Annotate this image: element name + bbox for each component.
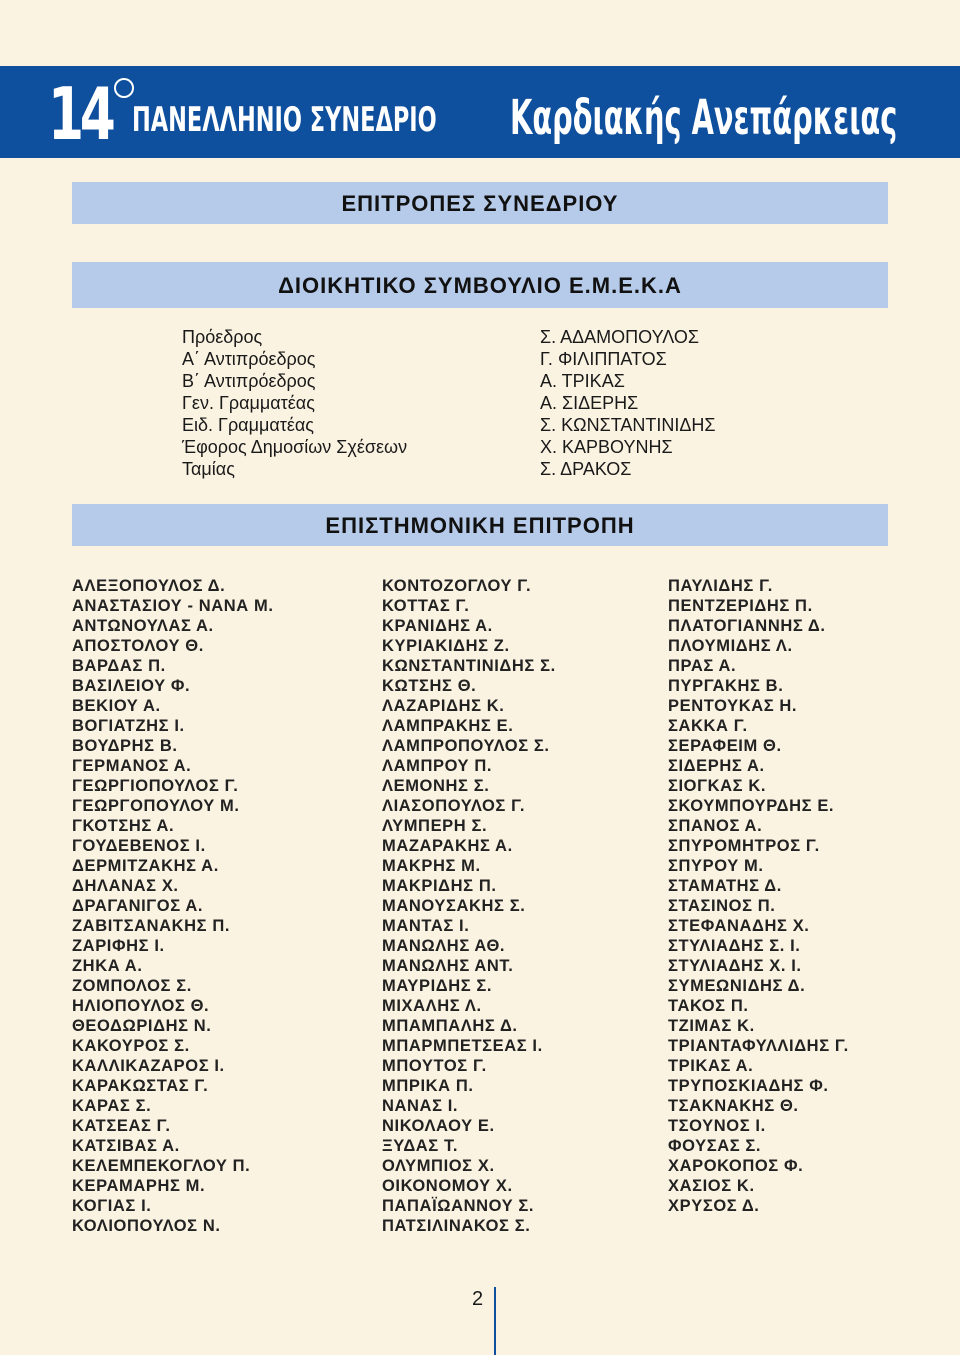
committee-member: ΚΡΑΝΙΔΗΣ Α.: [382, 617, 493, 635]
board-member: Σ. ΚΩΝΣΤΑΝΤΙΝΙΔΗΣ: [540, 415, 716, 435]
committee-member: ΚΟΛΙΟΠΟΥΛΟΣ Ν.: [72, 1217, 221, 1235]
committee-member: ΜΑΝΤΑΣ Ι.: [382, 917, 470, 935]
committee-member: ΗΛΙΟΠΟΥΛΟΣ Θ.: [72, 997, 210, 1015]
committee-member: ΣΚΟΥΜΠΟΥΡΔΗΣ Ε.: [668, 797, 835, 815]
committee-member: ΤΑΚΟΣ Π.: [668, 997, 749, 1015]
committee-member: ΣΤΥΛΙΑΔΗΣ Σ. Ι.: [668, 937, 801, 955]
committee-member: ΖΑΡΙΦΗΣ Ι.: [72, 937, 165, 955]
committee-member: ΟΛΥΜΠΙΟΣ Χ.: [382, 1157, 495, 1175]
committee-member: ΡΕΝΤΟΥΚΑΣ Η.: [668, 697, 798, 715]
committee-member: ΚΩΤΣΗΣ Θ.: [382, 677, 477, 695]
committee-member: ΒΕΚΙΟΥ Α.: [72, 697, 161, 715]
committee-member: ΒΟΓΙΑΤΖΗΣ Ι.: [72, 717, 185, 735]
committee-member: ΛΕΜΟΝΗΣ Σ.: [382, 777, 490, 795]
committee-member: ΧΑΣΙΟΣ Κ.: [668, 1177, 755, 1195]
committee-member: ΠΡΑΣ Α.: [668, 657, 737, 675]
board-role: Β΄ Αντιπρόεδρος: [182, 371, 316, 391]
page-rule: [494, 1287, 496, 1355]
ordinal-circle-icon: [114, 78, 134, 98]
committee-member: ΛΙΑΣΟΠΟΥΛΟΣ Γ.: [382, 797, 526, 815]
committee-member: ΟΙΚΟΝΟΜΟΥ Χ.: [382, 1177, 513, 1195]
committee-member: ΚΟΓΙΑΣ Ι.: [72, 1197, 152, 1215]
scientific-column-3: [668, 576, 849, 1216]
committee-member: ΚΟΝΤΟΖΟΓΛΟΥ Γ.: [382, 577, 532, 595]
committee-member: ΚΕΡΑΜΑΡΗΣ Μ.: [72, 1177, 206, 1195]
board-member: Χ. ΚΑΡΒΟΥΝΗΣ: [540, 437, 673, 457]
committee-member: ΜΑΥΡΙΔΗΣ Σ.: [382, 977, 493, 995]
committee-member: ΣΤΑΣΙΝΟΣ Π.: [668, 897, 776, 915]
committee-member: ΒΟΥΔΡΗΣ Β.: [72, 737, 178, 755]
committee-member: ΜΙΧΑΛΗΣ Λ.: [382, 997, 482, 1015]
committee-member: ΖΑΒΙΤΣΑΝΑΚΗΣ Π.: [72, 917, 231, 935]
board-member: Σ. ΑΔΑΜΟΠΟΥΛΟΣ: [540, 327, 700, 347]
committee-member: ΣΠΑΝΟΣ Α.: [668, 817, 763, 835]
board-member: Α. ΤΡΙΚΑΣ: [540, 371, 625, 391]
board-role: Πρόεδρος: [182, 327, 263, 347]
committee-member: ΣΤΥΛΙΑΔΗΣ Χ. Ι.: [668, 957, 802, 975]
committee-member: ΦΟΥΣΑΣ Σ.: [668, 1137, 762, 1155]
board-roles: [182, 326, 407, 480]
conference-number: 14: [48, 72, 112, 156]
committee-member: ΜΑΝΟΥΣΑΚΗΣ Σ.: [382, 897, 526, 915]
committee-member: ΚΑΛΛΙΚΑΖΑΡΟΣ Ι.: [72, 1057, 225, 1075]
committee-member: ΚΥΡΙΑΚΙΔΗΣ Ζ.: [382, 637, 510, 655]
committee-member: ΧΡΥΣΟΣ Δ.: [668, 1197, 760, 1215]
board-member: Σ. ΔΡΑΚΟΣ: [540, 459, 632, 479]
board-role: Ειδ. Γραμματέας: [182, 415, 314, 435]
committee-member: ΔΕΡΜΙΤΖΑΚΗΣ Α.: [72, 857, 219, 875]
committee-member: ΤΣΑΚΝΑΚΗΣ Θ.: [668, 1097, 799, 1115]
scientific-title: ΕΠΙΣΤΗΜΟΝΙΚΗ ΕΠΙΤΡΟΠΗ: [72, 504, 888, 546]
committee-member: ΚΟΤΤΑΣ Γ.: [382, 597, 470, 615]
committee-member: ΑΛΕΞΟΠΟΥΛΟΣ Δ.: [72, 577, 226, 595]
committee-member: ΣΠΥΡΟΜΗΤΡΟΣ Γ.: [668, 837, 820, 855]
committee-member: ΤΡΙΑΝΤΑΦΥΛΛΙΔΗΣ Γ.: [668, 1037, 849, 1055]
committee-member: ΖΗΚΑ Α.: [72, 957, 143, 975]
board-role: Α΄ Αντιπρόεδρος: [182, 349, 316, 369]
committee-member: ΔΡΑΓΑΝΙΓΟΣ Α.: [72, 897, 204, 915]
committee-member: ΤΡΥΠΟΣΚΙΑΔΗΣ Φ.: [668, 1077, 829, 1095]
committee-member: ΚΑΤΣΕΑΣ Γ.: [72, 1117, 171, 1135]
committee-member: ΣΤΕΦΑΝΑΔΗΣ Χ.: [668, 917, 810, 935]
committee-member: ΠΕΝΤΖΕΡΙΔΗΣ Π.: [668, 597, 813, 615]
committee-member: ΣΙΔΕΡΗΣ Α.: [668, 757, 765, 775]
committee-member: ΒΑΣΙΛΕΙΟΥ Φ.: [72, 677, 191, 695]
page-number: 2: [472, 1288, 484, 1310]
committee-member: ΖΟΜΠΟΛΟΣ Σ.: [72, 977, 192, 995]
scientific-column-1: [72, 576, 274, 1236]
committee-member: ΣΑΚΚΑ Γ.: [668, 717, 748, 735]
committee-member: ΣΙΟΓΚΑΣ Κ.: [668, 777, 767, 795]
committee-member: ΜΑΝΩΛΗΣ ΑΘ.: [382, 937, 506, 955]
committee-member: ΜΑΚΡΙΔΗΣ Π.: [382, 877, 497, 895]
committee-member: ΣΥΜΕΩΝΙΔΗΣ Δ.: [668, 977, 806, 995]
committee-member: ΛΑΜΠΡΟΥ Π.: [382, 757, 493, 775]
committee-member: ΠΑΠΑΪΩΑΝΝΟΥ Σ.: [382, 1197, 535, 1215]
board-role: Έφορος Δημοσίων Σχέσεων: [182, 437, 408, 457]
committee-member: ΠΥΡΓΑΚΗΣ Β.: [668, 677, 784, 695]
committee-member: ΝΙΚΟΛΑΟΥ Ε.: [382, 1117, 495, 1135]
committee-member: ΚΑΡΑΚΩΣΤΑΣ Γ.: [72, 1077, 209, 1095]
committee-member: ΤΡΙΚΑΣ Α.: [668, 1057, 754, 1075]
committee-member: ΜΑΖΑΡΑΚΗΣ Α.: [382, 837, 513, 855]
committee-member: ΠΑΥΛΙΔΗΣ Γ.: [668, 577, 773, 595]
committee-member: ΛΥΜΠΕΡΗ Σ.: [382, 817, 488, 835]
committee-member: ΜΑΚΡΗΣ Μ.: [382, 857, 481, 875]
board-members: [540, 326, 716, 480]
committee-member: ΛΑΜΠΡΑΚΗΣ Ε.: [382, 717, 514, 735]
committee-member: ΚΑΤΣΙΒΑΣ Α.: [72, 1137, 180, 1155]
committee-member: ΜΠΡΙΚΑ Π.: [382, 1077, 474, 1095]
header-band: [0, 66, 960, 158]
committee-member: ΘΕΟΔΩΡΙΔΗΣ Ν.: [72, 1017, 212, 1035]
committee-member: ΠΛΑΤΟΓΙΑΝΝΗΣ Δ.: [668, 617, 826, 635]
committee-member: ΠΛΟΥΜΙΔΗΣ Λ.: [668, 637, 793, 655]
committee-member: ΛΑΖΑΡΙΔΗΣ Κ.: [382, 697, 505, 715]
committee-member: ΜΠΟΥΤΟΣ Γ.: [382, 1057, 487, 1075]
committee-member: ΓΕΡΜΑΝΟΣ Α.: [72, 757, 192, 775]
committee-member: ΒΑΡΔΑΣ Π.: [72, 657, 166, 675]
committee-member: ΔΗΛΑΝΑΣ Χ.: [72, 877, 179, 895]
committee-member: ΠΑΤΣΙΛΙΝΑΚΟΣ Σ.: [382, 1217, 531, 1235]
board-role: Ταμίας: [182, 459, 235, 479]
committee-member: ΤΖΙΜΑΣ Κ.: [668, 1017, 755, 1035]
committee-member: ΚΑΡΑΣ Σ.: [72, 1097, 152, 1115]
committee-member: ΓΟΥΔΕΒΕΝΟΣ Ι.: [72, 837, 206, 855]
board-member: Γ. ΦΙΛΙΠΠΑΤΟΣ: [540, 349, 667, 369]
committee-member: ΜΑΝΩΛΗΣ ΑΝΤ.: [382, 957, 514, 975]
committee-member: ΣΠΥΡΟΥ Μ.: [668, 857, 764, 875]
committees-title: ΕΠΙΤΡΟΠΕΣ ΣΥΝΕΔΡΙΟΥ: [72, 182, 888, 224]
board-role: Γεν. Γραμματέας: [182, 393, 315, 413]
board-title: ΔΙΟΙΚΗΤΙΚΟ ΣΥΜΒΟΥΛΙΟ Ε.Μ.Ε.Κ.Α: [72, 262, 888, 308]
conference-title-left: ΠΑΝΕΛΛΗΝΙΟ ΣΥΝΕΔΡΙΟ: [132, 100, 437, 140]
committee-member: ΓΕΩΡΓΟΠΟΥΛΟΥ Μ.: [72, 797, 240, 815]
committee-member: ΣΕΡΑΦΕΙΜ Θ.: [668, 737, 782, 755]
committee-member: ΚΩΝΣΤΑΝΤΙΝΙΔΗΣ Σ.: [382, 657, 556, 675]
committee-member: ΑΝΤΩΝΟΥΛΑΣ Α.: [72, 617, 214, 635]
board-member: Α. ΣΙΔΕΡΗΣ: [540, 393, 639, 413]
committee-member: ΑΠΟΣΤΟΛΟΥ Θ.: [72, 637, 204, 655]
committee-member: ΞΥΔΑΣ Τ.: [382, 1137, 459, 1155]
committee-member: ΑΝΑΣΤΑΣΙΟΥ - ΝΑΝΑ Μ.: [72, 597, 274, 615]
conference-title-right: Καρδιακής Ανεπάρκειας: [510, 90, 898, 146]
committee-member: ΜΠΑΜΠΑΛΗΣ Δ.: [382, 1017, 518, 1035]
scientific-column-2: [382, 576, 556, 1236]
committee-member: ΝΑΝΑΣ Ι.: [382, 1097, 459, 1115]
committee-member: ΧΑΡΟΚΟΠΟΣ Φ.: [668, 1157, 804, 1175]
committee-member: ΛΑΜΠΡΟΠΟΥΛΟΣ Σ.: [382, 737, 550, 755]
committee-member: ΓΕΩΡΓΙΟΠΟΥΛΟΣ Γ.: [72, 777, 239, 795]
committee-member: ΣΤΑΜΑΤΗΣ Δ.: [668, 877, 782, 895]
committee-member: ΚΕΛΕΜΠΕΚΟΓΛΟΥ Π.: [72, 1157, 251, 1175]
committee-member: ΚΑΚΟΥΡΟΣ Σ.: [72, 1037, 190, 1055]
committee-member: ΤΣΟΥΝΟΣ Ι.: [668, 1117, 766, 1135]
committee-member: ΜΠΑΡΜΠΕΤΣΕΑΣ Ι.: [382, 1037, 543, 1055]
committee-member: ΓΚΟΤΣΗΣ Α.: [72, 817, 175, 835]
